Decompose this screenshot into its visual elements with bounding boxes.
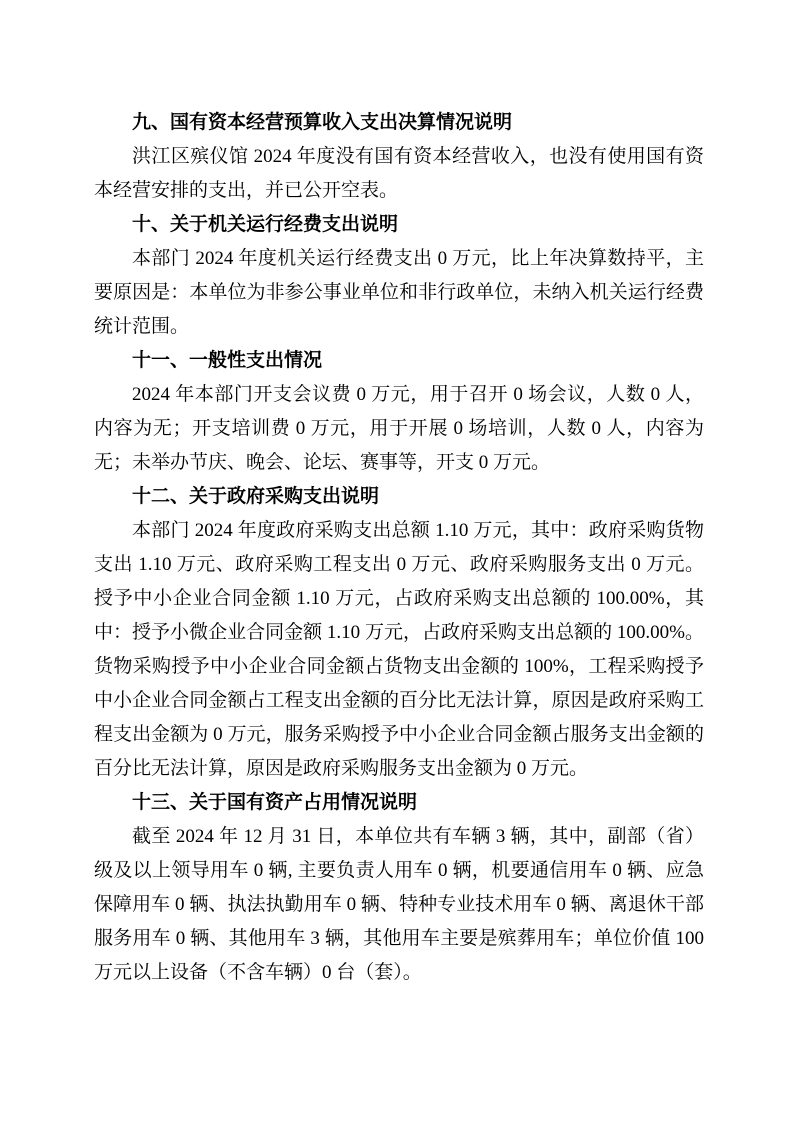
document-section: [94, 344, 704, 480]
section-paragraph: 本部门 2024 年度政府采购支出总额 1.10 万元，其中：政府采购货物支出 1.10 万元、政府采购工程支出 0 万元、政府采购服务支出 0 万元。授予中小企业合同金额 1.10 万元，占政府采购支出总额的 100.00%，其中：授予小微企业合同金额 1.10 万元，占政府采购支出总额的 100.00%。货物采购授予中小企业合同金额占货物支出金额的 100%，工程采购授予中小企业合同金额占工程支出金额的百分比无法计算，原因是政府采购工程支出金额为 0 万元，服务采购授予中小企业合同金额占服务支出金额的百分比无法计算，原因是政府采购服务支出金额为 0 万元。: [94, 520, 704, 779]
section-heading: 十三、关于国有资产占用情况说明: [132, 792, 418, 813]
document-section: [94, 786, 704, 990]
document-section: [94, 208, 704, 344]
section-heading: 九、国有资本经营预算收入支出决算情况说明: [132, 112, 513, 133]
section-heading: 十二、关于政府采购支出说明: [132, 486, 380, 507]
section-heading: 十、关于机关运行经费支出说明: [132, 214, 399, 235]
section-heading: 十一、一般性支出情况: [132, 350, 323, 371]
section-paragraph: 2024 年本部门开支会议费 0 万元，用于召开 0 场会议，人数 0 人，内容为无；开支培训费 0 万元，用于开展 0 场培训，人数 0 人，内容为无；未举办节庆、晚会、论坛、赛事等，开支 0 万元。: [94, 384, 704, 473]
section-paragraph: 截至 2024 年 12 月 31 日，本单位共有车辆 3 辆，其中，副部（省）级及以上领导用车 0 辆, 主要负责人用车 0 辆，机要通信用车 0 辆、应急保障用车 0 辆、执法执勤用车 0 辆、特种专业技术用车 0 辆、离退休干部服务用车 0 辆、其他用车 3 辆，其他用车主要是殡葬用车；单位价值 100 万元以上设备（不含车辆）0 台（套）。: [94, 826, 704, 983]
document-content: [94, 106, 704, 990]
section-paragraph: 洪江区殡仪馆 2024 年度没有国有资本经营收入，也没有使用国有资本经营安排的支出，并已公开空表。: [94, 146, 704, 201]
document-section: [94, 480, 704, 786]
document-section: [94, 106, 704, 208]
section-paragraph: 本部门 2024 年度机关运行经费支出 0 万元，比上年决算数持平，主要原因是：本单位为非参公事业单位和非行政单位，未纳入机关运行经费统计范围。: [94, 248, 704, 337]
